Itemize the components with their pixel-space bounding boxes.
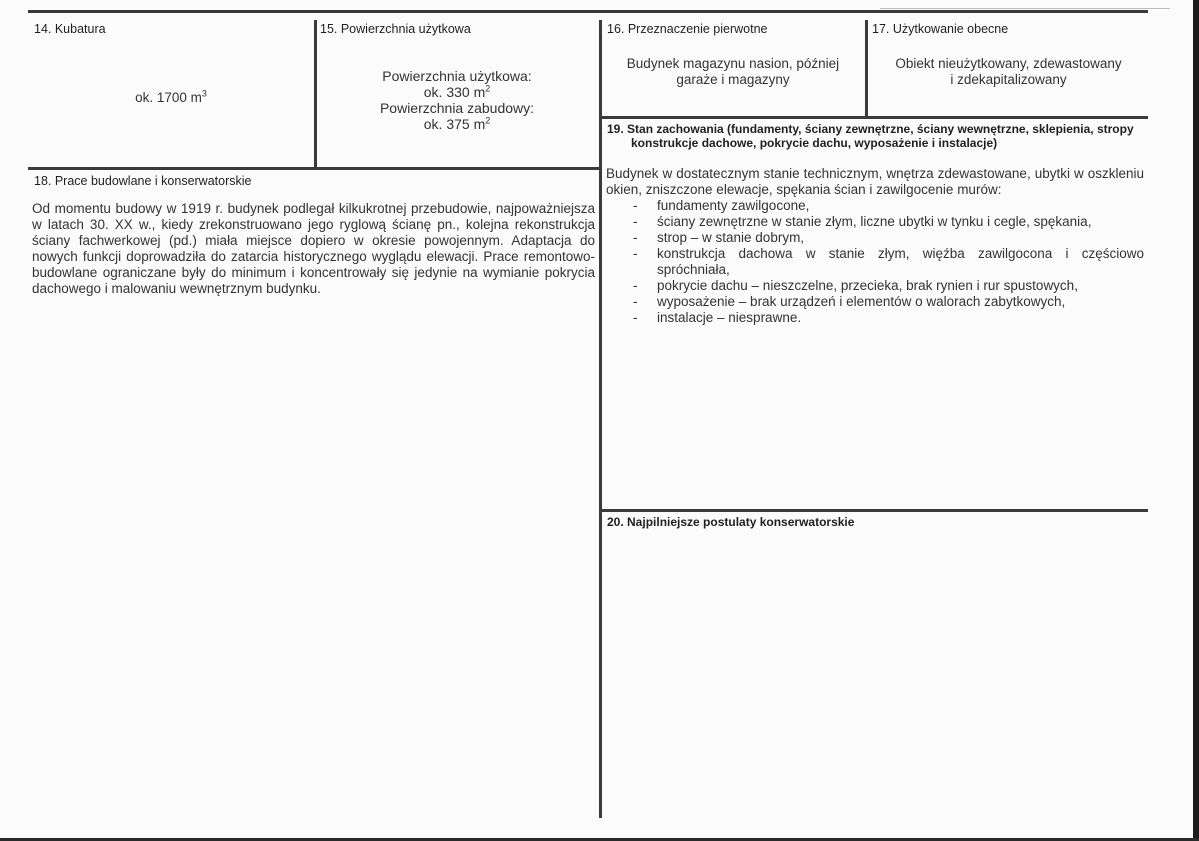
list-item: - fundamenty zawilgocone, bbox=[606, 198, 1144, 214]
section-19-intro: Budynek w dostatecznym stanie technicznym, wnętrza zdewastowane, ubytki w oszkleniu okien, zniszczone elewacje, spękania ścian i zawilgocenie murów: bbox=[606, 166, 1144, 197]
usable-area-label: Powierzchnia użytkowa: bbox=[382, 68, 532, 84]
built-area-value: ok. 375 $m^2$ bbox=[423, 115, 491, 132]
scan-faint-line bbox=[880, 8, 1170, 9]
list-item: - strop – w stanie dobrym, bbox=[606, 230, 1144, 246]
section-17-title: 17. Użytkowanie obecne bbox=[872, 22, 1009, 36]
list-item: - pokrycie dachu – nieszczelne, przecieka, brak rynien i rur spustowych, bbox=[606, 278, 1144, 294]
list-item: - wyposażenie – brak urządzeń i elementów o walorach zabytkowych, bbox=[606, 294, 1144, 310]
built-area-label: Powierzchnia zabudowy: bbox=[379, 100, 535, 116]
top-border bbox=[28, 10, 1148, 13]
usable-area-value: ok. 330 $m^2$ bbox=[423, 83, 491, 100]
section-18-title: 18. Prace budowlane i konserwatorskie bbox=[34, 174, 252, 188]
section-16-title: 16. Przeznaczenie pierwotne bbox=[607, 22, 768, 36]
divider-row-18 bbox=[28, 167, 602, 170]
section-19-title-line2: konstrukcje dachowe, pokrycie dachu, wyposażenie i instalacje) bbox=[631, 136, 998, 150]
divider-row-20 bbox=[599, 509, 1148, 512]
list-item: - ściany zewnętrzne w stanie złym, liczne ubytki w tynku i cegle, spękania, bbox=[606, 214, 1144, 230]
section-16-text: Budynek magazynu nasion, później garaże i magazyny bbox=[626, 56, 840, 87]
divider-row-19 bbox=[599, 116, 1148, 119]
section-15-title: 15. Powierzchnia użytkowa bbox=[320, 22, 471, 36]
divider-main-vertical bbox=[599, 20, 602, 818]
section-19-title-line1: 19. Stan zachowania (fundamenty, ściany zewnętrzne, ściany wewnętrzne, sklepienia, stropy bbox=[607, 122, 1134, 136]
section-15-values bbox=[318, 68, 596, 132]
scan-right-edge bbox=[1193, 0, 1199, 841]
divider-14-15 bbox=[314, 20, 317, 168]
section-14-title: 14. Kubatura bbox=[34, 22, 106, 36]
list-item: - instalacje – niesprawne. bbox=[606, 310, 1144, 326]
section-19-body bbox=[606, 166, 1144, 326]
section-20-title: 20. Najpilniejsze postulaty konserwatorskie bbox=[607, 515, 855, 529]
divider-16-17 bbox=[865, 20, 868, 116]
list-item: - konstrukcja dachowa w stanie złym, więźba zawilgocona i częściowo spróchniała, bbox=[606, 246, 1144, 278]
section-14-value: ok. 1700 $m^3$ bbox=[135, 88, 207, 105]
section-18-text: Od momentu budowy w 1919 r. budynek podlegał kilkukrotnej przebudowie, najpoważniejsza w latach 30. XX w., kiedy zrekonstruowano jego ryglową ścianę pn., kolejna rekonstrukcja ściany fachwerkowej (pd.) miała miejsce dopiero w okresie powojennym. Adaptacja do nowych funkcji doprowadziła do zatarcia historycznego wyglądu elewacji. Prace remontowo-budowlane ograniczane były do minimum i koncentrowały się jedynie na wymianie pokrycia dachowego i malowaniu wewnętrznym budynku. bbox=[32, 201, 595, 296]
condition-list bbox=[606, 198, 1144, 326]
section-17-text: Obiekt nieużytkowany, zdewastowany i zdekapitalizowany bbox=[895, 56, 1122, 87]
